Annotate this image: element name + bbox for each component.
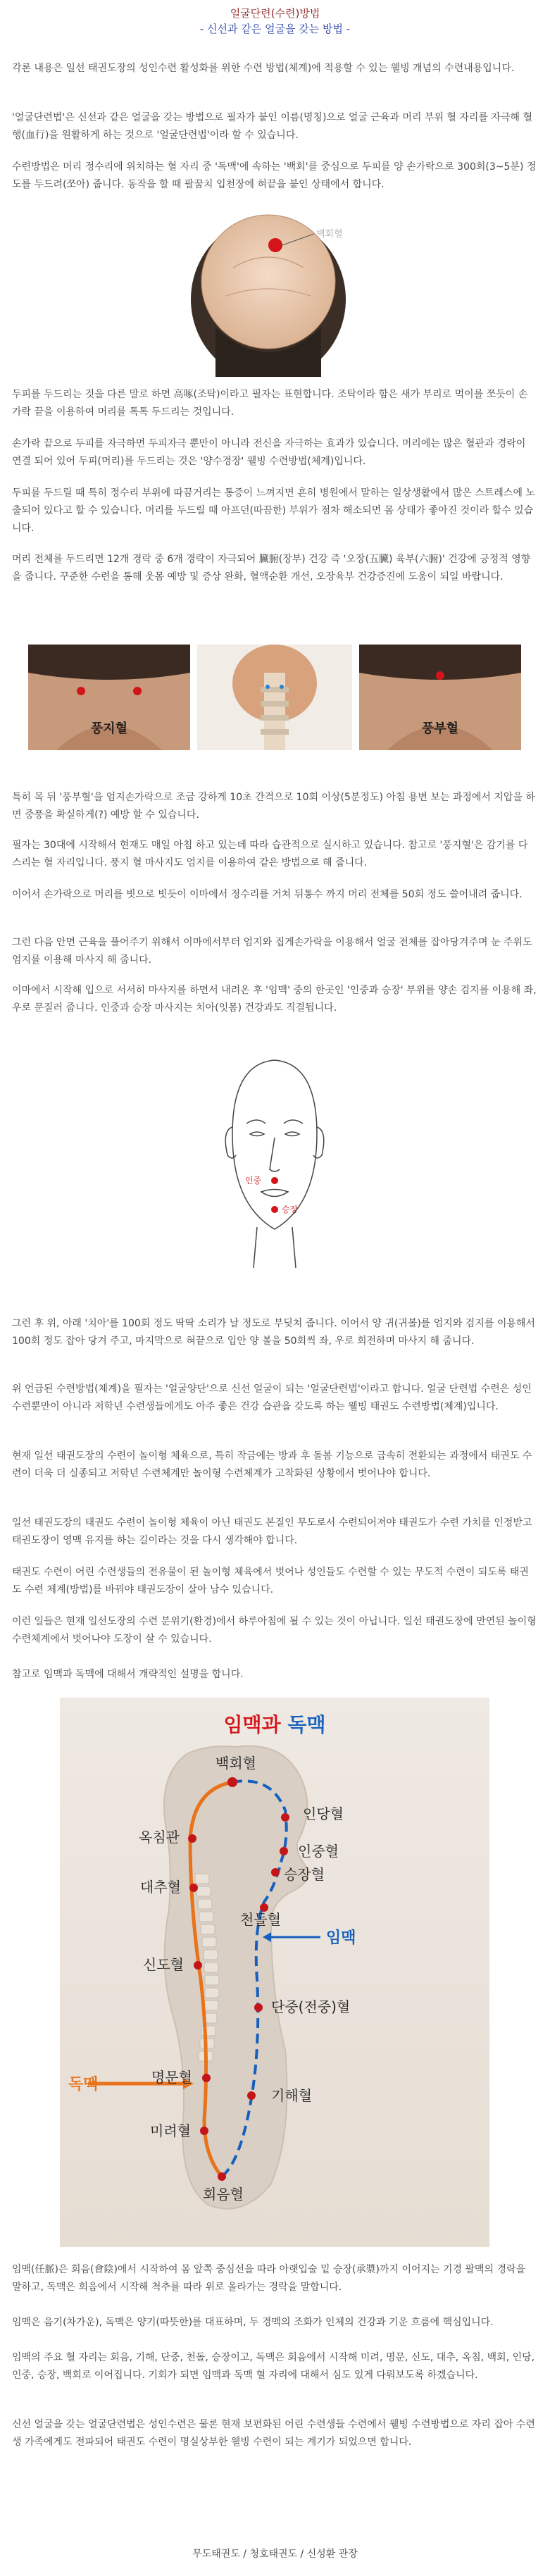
pungbu-label: 풍부혈 xyxy=(421,721,459,736)
paragraph-jotak: 두피를 두드리는 것을 다른 말로 하면 高啄(조탁)이라고 필자는 표현합니다. 조탁이라 함은 새가 부리로 먹이를 쪼듯이 손가락 끝을 이용하여 머리를 톡톡 두드리는 것입니다. xyxy=(12,389,528,418)
paragraph-imaek-dokmaek: 임맥(任脈)은 회음(會陰)에서 시작하여 몸 앞쪽 중심선을 따라 아랫입술 밑 승장(承漿)까지 이어지는 기경 팔맥의 경락을 말하고, 독맥은 회음에서 시작해 척추를 따라 위로 올라가는 경락을 말합니다. xyxy=(12,2264,526,2293)
paragraph-points: 임맥의 주요 혈 자리는 회음, 기해, 단중, 천돌, 승장이고, 독맥은 회음에서 시작해 미려, 명문, 신도, 대추, 옥침, 백회, 인당, 인중, 승장, 백회로 이어집니다. 기회가 되면 임맥과 독맥 혈 자리에 대해서 심도 있게 다뤄보도록 하겠습니다. xyxy=(12,2352,535,2381)
neck-points-figure xyxy=(28,645,521,750)
label-okchim: 옥침관 xyxy=(139,1829,180,1846)
label-daechu: 대추혈 xyxy=(140,1879,181,1896)
meridian-title-and: 과 xyxy=(261,1713,288,1736)
label-myeongmun: 명문혈 xyxy=(151,2069,192,2086)
paragraph-yin-yang: 임맥은 음기(차가운), 독맥은 양기(따뜻한)를 대표하며, 두 경맥의 조화가 인체의 건강과 기운 흐름에 핵심입니다. xyxy=(12,2317,494,2328)
paragraph-injung: 이마에서 시작해 입으로 서서히 마사지를 하면서 내려온 후 '임맥' 중의 한곳인 '인중과 승장' 부위를 양손 검지를 이용해 좌, 우로 문질러 줍니다. 인중과 승장 마사지는 치아(잇몸) 건강과도 직결됩니다. xyxy=(12,985,537,1014)
head-top-figure xyxy=(170,204,381,377)
article-title: 얼굴단련(수련)방법 xyxy=(230,7,320,20)
paragraph-summary: 위 언급된 수련방법(체계)을 필자는 '얼굴양단'으로 신선 얼굴이 되는 '얼굴단련법'이라고 합니다. 얼굴 단련법 수련은 성인 수련뿐만이 아니라 저학년 수련생들에게도 아주 좋은 건강 습관을 갖도록 하는 웰빙 태권도 수련방법(체계)입니다. xyxy=(12,1383,532,1412)
paragraph-martial: 일선 태권도장의 태권도 수련이 놀이형 체육이 아닌 태권도 본질인 무도로서 수련되어져야 태권도가 수련 가치를 인정받고 태권도장이 영맥 유지를 하는 길이라는 것을 다시 생각해야 합니다. xyxy=(12,1517,532,1546)
paragraph-pain: 두피를 두드릴 때 특히 정수리 부위에 따끔거리는 통증이 느껴지면 흔히 병원에서 말하는 일상생활에서 많은 스트레스에 노출되어 있다고 할 수 있습니다. 머리를 두드릴 때 아프던(따끔한) 부위가 점차 해소되면 몸 상태가 좋아진 것이라 할수 있습니다. xyxy=(12,487,535,534)
label-hoeeum: 회음혈 xyxy=(203,2186,244,2203)
label-seungjang: 승장혈 xyxy=(284,1866,325,1883)
baekhoe-label: 백회혈 xyxy=(316,229,343,239)
svg-text:임맥과 독맥 xyxy=(223,1713,325,1736)
dokmaek-label: 독맥 xyxy=(68,2076,99,2093)
paragraph-atmosphere: 이런 일들은 현재 일선도장의 수련 분위기(환경)에서 하루아침에 될 수 있는 것이 아닙니다. 일선 태권도장에 만연된 놀이형 수련체계에서 벗어나야 도장이 살 수 있습니다. xyxy=(12,1616,537,1645)
paragraph-teeth: 그런 후 위, 아래 '치아'를 100회 정도 딱딱 소리가 날 정도로 부딪쳐 줍니다. 이어서 양 귀(귀볼)를 엄지와 검지를 이용해서 100회 정도 잡아 당겨 주고, 마지막으로 혀끝으로 입안 양 볼을 50회씩 좌, 우로 회전하며 마사지 해 줍니다. xyxy=(12,1318,535,1347)
label-baekhoe: 백회혈 xyxy=(215,1755,256,1772)
seungjang-label: 승장 xyxy=(282,1205,299,1214)
face-figure xyxy=(194,1043,356,1275)
paragraph-pungji: 필자는 30대에 시작해서 현재도 매일 아침 하고 있는데 따라 습관적으로 실시하고 있습니다. 참고로 '풍지혈'은 감기를 다스리는 혈 자리입니다. 풍지 혈 마사지도 엄지를 이용하여 같은 방법으로 해 줍니다. xyxy=(12,840,528,869)
paragraph-meridians: 머리 전체를 두드리면 12개 경락 중 6개 경락이 자극되어 臟腑(장부) 건강 즉 '오장(五臟) 육부(六腑)' 건강에 긍정적 영향을 줍니다. 꾸준한 수련을 통해 웃몸 예방 및 증상 완화, 혈액순환 개선, 오장육부 건강증진에 도움이 되일 바랍니다. xyxy=(12,554,531,583)
injung-point xyxy=(271,1177,278,1184)
paragraph-pungbu: 특히 목 뒤 '풍부혈'을 엄지손가락으로 조금 강하게 10초 간격으로 10회 이상(5분정도) 아침 용변 보는 과정에서 지압을 하면 중풍을 확실하게(?) 예방 할 수 있습니다. xyxy=(12,792,535,821)
paragraph-method: 수련방법은 머리 정수리에 위치하는 혈 자리 중 '독맥'에 속하는 '백회'를 중심으로 두피를 양 손가락으로 300회(3~5분) 정도를 두드려(쪼아) 줍니다. 동작을 할 때 팔꿈치 입천장에 혀끝을 붙인 상태에서 합니다. xyxy=(12,161,537,190)
label-miryeo: 미려혈 xyxy=(150,2122,191,2139)
point-danjung xyxy=(254,2003,263,2012)
paragraph-current: 현재 일선 태권도장의 수련이 놀이형 체육으로, 특히 작금에는 방과 후 돌봄 기능으로 급속히 전환되는 과정에서 태권도 수련이 더욱 더 실종되고 저학년 수련체계만 놀이형 수련체계가 고착화된 상황에서 벗어나야 합니다. xyxy=(12,1450,532,1479)
point-indang xyxy=(281,1813,289,1822)
point-okchim xyxy=(188,1834,196,1843)
paragraph-effect: 손가락 끝으로 두피를 자극하면 두피자극 뿐만이 아니라 전신을 자극하는 효과가 있습니다. 머리에는 많은 혈관과 경락이 연결 되어 있어 두피(머리)를 두드리는 것은 '양수경장' 웰빙 수련방법(체계)입니다. xyxy=(12,438,526,467)
paragraph-adult: 태권도 수련이 어린 수련생들의 전유물이 된 놀이형 체육에서 벗어나 성인들도 수련할 수 있는 무도적 수련이 되도록 태권도 수련 체계(방법)를 바꿔야 태권도장이 살아 남수 있습니다. xyxy=(12,1567,529,1595)
point-daechu xyxy=(189,1884,198,1892)
point-myeongmun xyxy=(202,2074,211,2082)
pungbu-point xyxy=(436,671,444,680)
meridian-title-dokmaek: 독맥 xyxy=(287,1713,326,1736)
paragraph-face-muscle: 그런 다음 안면 근육을 풀어주기 위해서 이마에서부터 엄지와 집게손가락을 이용해서 얼굴 전체를 잡아당겨주며 눈 주위도 엄지를 이용해 마사지 해 줍니다. xyxy=(12,937,532,966)
paragraph-comb: 이어서 손가락으로 머리를 빗으로 빗듯이 이마에서 정수리를 거쳐 뒤통수 까지 머리 전체를 50회 정도 쓸어내려 줍니다. xyxy=(12,889,523,900)
point-miryeo xyxy=(200,2127,208,2135)
paragraph-intro: 각론 내용은 일선 태권도장의 성인수련 활성화를 위한 수련 방법(체계)에 적용할 수 있는 웰빙 개념의 수련내용입니다. xyxy=(12,63,515,74)
label-danjung: 단중(전중)혈 xyxy=(271,1998,351,2015)
label-cheondol: 천돌혈 xyxy=(240,1911,281,1928)
article-subtitle: - 신선과 같은 얼굴을 갖는 방법 - xyxy=(199,23,351,35)
injung-label: 인중 xyxy=(244,1176,261,1186)
label-sindo: 신도혈 xyxy=(143,1956,184,1973)
seungjang-point xyxy=(271,1206,278,1213)
point-seungjang xyxy=(271,1868,280,1877)
article-header xyxy=(0,0,550,37)
article-footer: 무도태권도 / 청호태권도 / 신성환 관장 xyxy=(192,2549,358,2560)
paragraph-reference: 참고로 임맥과 독맥에 대해서 개략적인 설명을 합니다. xyxy=(12,1669,244,1680)
label-injung: 인중혈 xyxy=(298,1843,339,1860)
point-injung xyxy=(280,1847,288,1855)
pungji-label: 풍지혈 xyxy=(90,721,128,736)
label-gihae: 기해혈 xyxy=(271,2087,312,2104)
point-hoeeum xyxy=(218,2172,226,2181)
meridian-figure xyxy=(60,1698,489,2247)
pungji-right-point xyxy=(133,687,142,695)
paragraph-definition: '얼굴단련법'은 신선과 같은 얼굴을 갖는 방법으로 필자가 붙인 이름(명칭)으로 얼굴 근육과 머리 부위 혈 자리를 자극해 혈행(血行)을 원활하게 하는 것으로 '얼굴단련법'이라 할 수 있습니다. xyxy=(12,112,532,141)
point-sindo xyxy=(194,1961,202,1970)
label-indang: 인당혈 xyxy=(303,1805,344,1822)
point-baekhoe xyxy=(227,1777,237,1787)
paragraph-conclusion: 신선 얼굴을 갖는 얼굴단련법은 성인수련은 물론 현재 보편화된 어린 수련생들 수련에서 웰빙 수련방법으로 자리 잡아 수련생 가족에게도 전파되어 태권도 수련이 명실상부한 웰빙 수련이 되는 계기가 되었으면 합니다. xyxy=(12,2419,535,2448)
point-gihae xyxy=(247,2091,256,2100)
pungji-left-point xyxy=(77,687,85,695)
meridian-title-imaek: 임맥 xyxy=(223,1713,262,1736)
baekhoe-point xyxy=(268,238,282,252)
imaek-label: 임맥 xyxy=(326,1929,356,1947)
